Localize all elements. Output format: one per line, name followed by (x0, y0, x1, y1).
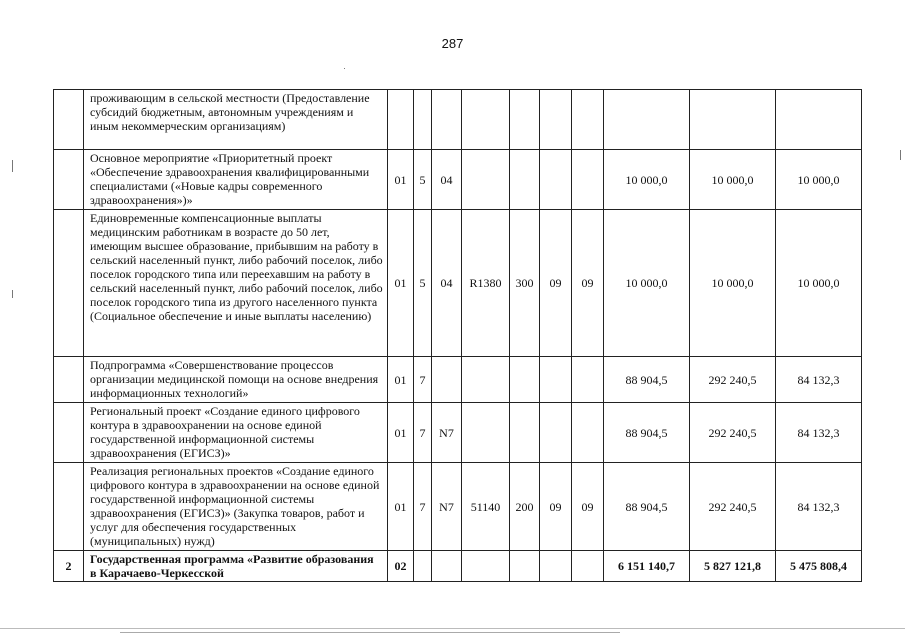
code-cell: N7 (432, 403, 462, 463)
amount-cell: 6 151 140,7 (604, 551, 690, 582)
code-cell (462, 403, 510, 463)
code-cell (540, 90, 572, 150)
code-cell (462, 357, 510, 403)
amount-cell: 10 000,0 (604, 210, 690, 357)
row-name-cell: Государственная программа «Развитие образования в Карачаево-Черкесской (84, 551, 388, 582)
code-cell: 09 (540, 210, 572, 357)
amount-cell: 292 240,5 (690, 357, 776, 403)
table-row (54, 210, 862, 357)
amount-cell: 5 827 121,8 (690, 551, 776, 582)
amount-cell: 10 000,0 (776, 150, 862, 210)
code-cell (432, 551, 462, 582)
row-index-cell (54, 90, 84, 150)
row-index-cell: 2 (54, 551, 84, 582)
code-cell (572, 357, 604, 403)
code-cell: R1380 (462, 210, 510, 357)
code-cell (462, 551, 510, 582)
table-row (54, 551, 862, 582)
code-cell (414, 90, 432, 150)
amount-cell: 5 475 808,4 (776, 551, 862, 582)
code-cell: 09 (572, 210, 604, 357)
code-cell: 01 (388, 210, 414, 357)
row-index-cell (54, 150, 84, 210)
amount-cell (604, 90, 690, 150)
amount-cell: 88 904,5 (604, 357, 690, 403)
code-cell: 09 (572, 463, 604, 551)
scan-edge-line (0, 628, 905, 629)
table-row (54, 463, 862, 551)
row-index-cell (54, 463, 84, 551)
amount-cell: 10 000,0 (776, 210, 862, 357)
row-name-cell: проживающим в сельской местности (Предоставление субсидий бюджетным, автономным учреждениям и иным некоммерческим организациям) (84, 90, 388, 150)
row-index-cell (54, 357, 84, 403)
table-row (54, 357, 862, 403)
code-cell: 04 (432, 150, 462, 210)
row-name-cell: Основное мероприятие «Приоритетный проект «Обеспечение здравоохранения квалифицированными специалистами («Новые кадры современного здравоохранения»)» (84, 150, 388, 210)
code-cell: 7 (414, 463, 432, 551)
scan-edge-line (120, 632, 620, 633)
code-cell: 7 (414, 403, 432, 463)
code-cell (462, 90, 510, 150)
page-number: 287 (441, 36, 464, 51)
amount-cell: 10 000,0 (604, 150, 690, 210)
code-cell (432, 357, 462, 403)
amount-cell: 10 000,0 (690, 210, 776, 357)
code-cell: 01 (388, 150, 414, 210)
code-cell: 02 (388, 551, 414, 582)
amount-cell: 88 904,5 (604, 403, 690, 463)
amount-cell (690, 90, 776, 150)
row-index-cell (54, 210, 84, 357)
code-cell: 01 (388, 463, 414, 551)
row-name-cell: Подпрограмма «Совершенствование процессов организации медицинской помощи на основе внедрения информационных технологий» (84, 357, 388, 403)
code-cell (572, 150, 604, 210)
row-name-cell: Единовременные компенсационные выплаты медицинским работникам в возрасте до 50 лет, имеющим высшее образование, прибывшим на работу в сельский населенный пункт, либо рабочий поселок, либо поселок городского типа или переехавшим на работу в сельский населенный пункт, либо рабочий поселок, либо поселок городского типа из другого населенного пункта (Социальное обеспечение и иные выплаты населению) (84, 210, 388, 357)
code-cell: 09 (540, 463, 572, 551)
code-cell (572, 403, 604, 463)
scan-speck (12, 160, 13, 172)
code-cell (540, 357, 572, 403)
code-cell: 01 (388, 357, 414, 403)
code-cell: 300 (510, 210, 540, 357)
code-cell (540, 403, 572, 463)
code-cell (510, 403, 540, 463)
code-cell (432, 90, 462, 150)
code-cell (572, 90, 604, 150)
code-cell: N7 (432, 463, 462, 551)
code-cell (510, 357, 540, 403)
row-name-cell: Реализация региональных проектов «Создание единого цифрового контура в здравоохранении на основе единой государственной информационной системы здравоохранения (ЕГИСЗ)» (Закупка товаров, работ и услуг для обеспечения государственных (муниципальных) нужд) (84, 463, 388, 551)
code-cell: 5 (414, 210, 432, 357)
table-row (54, 90, 862, 150)
table-row (54, 150, 862, 210)
code-cell (388, 90, 414, 150)
scan-speck (12, 290, 13, 298)
amount-cell (776, 90, 862, 150)
table-row (54, 403, 862, 463)
amount-cell: 88 904,5 (604, 463, 690, 551)
amount-cell: 292 240,5 (690, 403, 776, 463)
amount-cell: 84 132,3 (776, 357, 862, 403)
amount-cell: 84 132,3 (776, 403, 862, 463)
code-cell (414, 551, 432, 582)
code-cell: 01 (388, 403, 414, 463)
code-cell (462, 150, 510, 210)
scan-speck (344, 68, 345, 69)
amount-cell: 292 240,5 (690, 463, 776, 551)
budget-table (53, 89, 862, 582)
code-cell (510, 90, 540, 150)
row-index-cell (54, 403, 84, 463)
scan-speck (900, 150, 901, 160)
code-cell (572, 551, 604, 582)
code-cell (510, 551, 540, 582)
code-cell: 04 (432, 210, 462, 357)
code-cell: 200 (510, 463, 540, 551)
code-cell: 51140 (462, 463, 510, 551)
amount-cell: 10 000,0 (690, 150, 776, 210)
code-cell (540, 551, 572, 582)
row-name-cell: Региональный проект «Создание единого цифрового контура в здравоохранении на основе единой государственной информационной системы здравоохранения (ЕГИСЗ)» (84, 403, 388, 463)
amount-cell: 84 132,3 (776, 463, 862, 551)
code-cell: 5 (414, 150, 432, 210)
code-cell (540, 150, 572, 210)
code-cell (510, 150, 540, 210)
code-cell: 7 (414, 357, 432, 403)
